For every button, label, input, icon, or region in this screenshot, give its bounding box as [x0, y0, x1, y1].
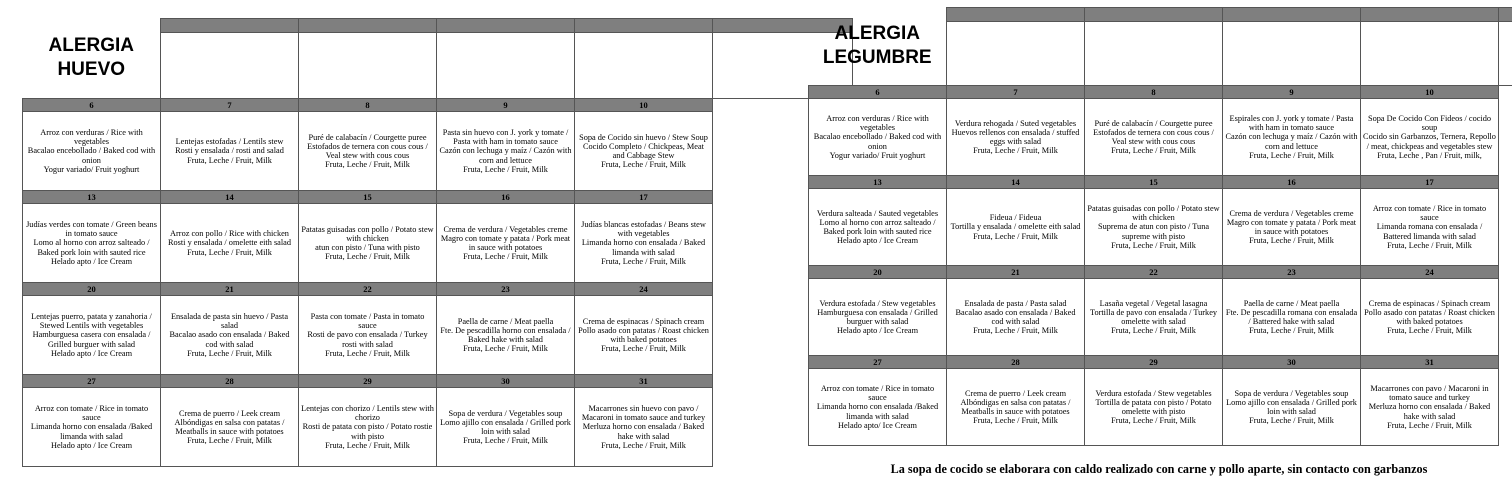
dessert: Fruta, Leche / Fruit, Milk: [463, 344, 548, 354]
dessert: Fruta, Leche / Fruit, Milk: [463, 164, 548, 174]
dessert: Fruta, Leche / Fruit, Milk: [1111, 416, 1196, 426]
day-menu-cell: [575, 296, 713, 375]
first-course: Paella de carne / Meat paella: [457, 316, 554, 326]
first-course: Pasta con tomate / Pasta in tomato sauce: [310, 311, 425, 331]
day-menu-cell: [809, 279, 947, 356]
first-course: Sopa De Cocido Con Fideos / cocido soup: [1367, 113, 1492, 133]
header-bar: [1499, 8, 1512, 22]
day-menu-cell: [1223, 369, 1361, 446]
second-course: atun con pisto / Tuna with pisto: [315, 243, 420, 252]
second-course: Albóndigas en salsa con patatas / Meatballs in sauce with potatoes: [174, 417, 285, 436]
day-number: 24: [575, 283, 713, 296]
dessert: Fruta, Leche / Fruit, Milk: [463, 252, 548, 262]
first-course: Judías verdes con tomate / Green beans in tomato sauce: [26, 219, 157, 239]
dessert: Fruta, Leche / Fruit, Milk: [1249, 236, 1334, 246]
second-course: Suprema de atun con pisto / Tuna supreme with pisto: [1097, 222, 1210, 241]
second-course: Fte. De pescadilla romana con ensalada / Battered hake with salad: [1225, 307, 1358, 326]
dessert: Fruta, Leche / Fruit, Milk: [1249, 150, 1334, 160]
first-course: Crema de puerro / Leek cream: [178, 408, 281, 418]
day-number: 31: [575, 375, 713, 388]
dessert: Fruta, Leche , Pan / Fruit, milk,: [1377, 150, 1482, 160]
day-number: 24: [1361, 266, 1499, 279]
blank-header-cell: [947, 22, 1085, 86]
day-number: 28: [161, 375, 299, 388]
blank-header-cell: [1085, 22, 1223, 86]
dessert: Fruta, Leche / Fruit, Milk: [601, 256, 686, 266]
second-course: Limanda horno con ensalada /Baked limanda with salad: [816, 402, 939, 421]
second-course: Merluza horno con ensalada / Baked hake with salad: [1368, 402, 1491, 421]
header-bar: [575, 19, 713, 33]
first-course: Arroz con tomate / Rice in tomato sauce: [34, 403, 149, 423]
day-menu-cell: [947, 369, 1085, 446]
day-menu-cell: [23, 112, 161, 191]
day-menu-cell: [161, 296, 299, 375]
day-menu-cell: [809, 99, 947, 176]
day-menu-cell: [299, 296, 437, 375]
first-course: Lentejas con chorizo / Lentils stew with chorizo: [301, 403, 434, 423]
header-bar: [947, 8, 1085, 22]
second-course: Lomo al horno con arroz salteado / Baked pork loin with sauted rice: [33, 238, 150, 257]
day-menu-cell: [1361, 279, 1499, 356]
day-menu-cell: [1223, 99, 1361, 176]
second-course: Cazón con lechuga y maíz / Cazón with corn and lettuce: [1225, 132, 1358, 151]
day-menu-cell: [575, 388, 713, 467]
day-number: 10: [1361, 86, 1499, 99]
dessert: Helado apto / Ice Cream: [836, 236, 919, 246]
second-course: Limanda horno con ensalada /Baked limanda with salad: [30, 422, 153, 441]
second-course: Cocido Completo / Chickpeas, Meat and Cabbage Stew: [583, 141, 704, 160]
dessert: Fruta, Leche / Fruit, Milk: [187, 155, 272, 165]
dessert: Helado apto / Ice Cream: [50, 256, 133, 266]
day-menu-cell: [1361, 369, 1499, 446]
dessert: Fruta, Leche / Fruit, Milk: [1387, 240, 1472, 250]
day-number: 17: [575, 191, 713, 204]
blank-header-cell: [437, 33, 575, 99]
first-course: Patatas guisadas con pollo / Potato stew with chicken: [301, 224, 434, 243]
first-course: Verdura salteada / Sauted vegetables: [816, 208, 939, 218]
day-menu-cell: [161, 112, 299, 191]
first-course: Verdura estofada / Stew vegetables: [819, 298, 936, 308]
day-number: 15: [299, 191, 437, 204]
day-number: 29: [1085, 356, 1223, 369]
second-course: Fte. De pescadilla horno con ensalada / Baked hake with salad: [440, 325, 571, 344]
day-menu-cell: [1085, 99, 1223, 176]
first-course: Judías blancas estofadas / Beans stew with vegetables: [581, 219, 706, 239]
day-menu-cell: [947, 99, 1085, 176]
day-menu-cell: [1223, 279, 1361, 356]
blank-header-cell: [575, 33, 713, 99]
legume-allergy-menu: [808, 7, 1512, 446]
day-menu-cell: [575, 112, 713, 191]
day-number: 8: [1085, 86, 1223, 99]
dessert: Fruta, Leche / Fruit, Milk: [187, 348, 272, 358]
day-menu-cell: [437, 204, 575, 283]
second-course: Tortilla de pavo con ensalada / Turkey omelette with salad: [1089, 307, 1218, 326]
dessert: Fruta, Leche / Fruit, Milk: [325, 160, 410, 170]
first-course: Crema de verdura / Vegetables creme: [1229, 208, 1354, 218]
day-number: 17: [1361, 176, 1499, 189]
first-course: Sopa de Cocido sin huevo / Stew Soup: [579, 132, 708, 142]
second-course: Rosti y ensalada / omelette eith salad: [167, 238, 292, 248]
dessert: Fruta, Leche / Fruit, Milk: [1249, 416, 1334, 426]
first-course: Arroz con pollo / Rice with chicken: [170, 229, 289, 239]
day-number: 23: [1223, 266, 1361, 279]
dessert: Fruta, Leche / Fruit, Milk: [601, 440, 686, 450]
dessert: Fruta, Leche / Fruit, Milk: [1387, 326, 1472, 336]
dessert: Fruta, Leche / Fruit, Milk: [1249, 326, 1334, 336]
header-bar: [437, 19, 575, 33]
blank-header-cell: [1361, 22, 1499, 86]
dessert: Fruta, Leche / Fruit, Milk: [463, 436, 548, 446]
first-course: Verdura estofada / Stew vegetables: [1095, 388, 1212, 398]
day-menu-cell: [1085, 279, 1223, 356]
second-course: Hamburguesa casera con ensalada / Grilled burguer with salad: [32, 330, 151, 349]
second-course: Bacalao encebollado / Baked cod with onion: [813, 132, 942, 151]
second-course: Bacalao encebollado / Baked cod with onion: [27, 146, 156, 165]
dessert: Yogur variado/ Fruit yoghurt: [829, 150, 926, 160]
header-bar: [1085, 8, 1223, 22]
first-course: Sopa de verdura / Vegetables soup: [1234, 388, 1349, 398]
second-course: Merluza horno con ensalada / Baked hake with salad: [582, 422, 705, 441]
first-course: Puré de calabacín / Courgette puree: [1094, 118, 1213, 128]
dessert: Fruta, Leche / Fruit, Milk: [973, 231, 1058, 241]
blank-header-cell: [1223, 22, 1361, 86]
dessert: Fruta, Leche / Fruit, Milk: [1111, 326, 1196, 336]
first-course: Lasaña vegetal / Vegetal lasagna: [1099, 298, 1208, 308]
dessert: Fruta, Leche / Fruit, Milk: [325, 252, 410, 262]
footer-note: La sopa de cocido se elaborara con caldo realizado con carne y pollo aparte, sin contacto con garbanzos: [890, 462, 1428, 476]
day-number: 30: [437, 375, 575, 388]
first-course: Lentejas estofadas / Lentils stew: [175, 137, 284, 147]
second-course: Huevos rellenos con ensalada / stuffed eggs with salad: [951, 127, 1080, 146]
day-number: 28: [947, 356, 1085, 369]
blank-header-cell: [299, 33, 437, 99]
first-course: Lentejas puerro, patata y zanahoria / Stewed Lentils with vegetables: [31, 311, 152, 331]
egg-allergy-menu: [22, 18, 853, 467]
dessert: Fruta, Leche / Fruit, Milk: [973, 326, 1058, 336]
first-course: Fideua / Fideua: [989, 213, 1042, 223]
second-course: Tortilla de patata con pisto / Potato omelette with pisto: [1095, 397, 1212, 416]
dessert: Helado apto / Ice Cream: [836, 326, 919, 336]
day-menu-cell: [23, 204, 161, 283]
day-number: 31: [1361, 356, 1499, 369]
day-number: 9: [437, 99, 575, 112]
dessert: Fruta, Leche / Fruit, Milk: [1111, 240, 1196, 250]
first-course: Puré de calabacín / Courgette puree: [308, 132, 427, 142]
day-menu-cell: [575, 204, 713, 283]
first-course: Ensalada de pasta / Pasta salad: [964, 298, 1067, 308]
day-number: 14: [161, 191, 299, 204]
day-number: 9: [1223, 86, 1361, 99]
first-course: Arroz con tomate / Rice in tomato sauce: [820, 383, 935, 403]
day-number: 14: [947, 176, 1085, 189]
second-course: Rosti de pavo con ensalada / Turkey rosti with salad: [307, 330, 428, 349]
first-course: Arroz con verduras / Rice with vegetables: [40, 127, 143, 147]
day-number: 29: [299, 375, 437, 388]
day-menu-cell: [23, 388, 161, 467]
second-course: Cazón con lechuga y maíz / Cazón with corn and lettuce: [439, 146, 572, 165]
second-course: Tortilla y ensalada / omelette eith salad: [950, 222, 1081, 232]
day-number: 20: [23, 283, 161, 296]
day-menu-cell: [809, 369, 947, 446]
day-menu-cell: [299, 204, 437, 283]
second-course: Pollo asado con patatas / Roast chicken with baked potatoes: [578, 325, 709, 344]
second-course: Magro con tomate y patata / Pork meat in sauce with potatoes: [1226, 217, 1357, 236]
second-course: Rosti de patata con pisto / Potato rostie with pisto: [302, 422, 433, 441]
day-number: 6: [23, 99, 161, 112]
day-number: 7: [947, 86, 1085, 99]
day-menu-cell: [437, 296, 575, 375]
day-menu-cell: [947, 189, 1085, 266]
day-menu-cell: [299, 388, 437, 467]
day-number: 27: [23, 375, 161, 388]
first-course: Crema de verdura / Vegetables creme: [443, 224, 568, 234]
second-course: Lomo ajillo con ensalada / Grilled pork loin with salad: [440, 417, 571, 436]
second-course: Estofados de ternera con cous cous / Veal stew with cous cous: [307, 141, 428, 160]
day-number: 22: [1085, 266, 1223, 279]
dessert: Yogur variado/ Fruit yoghurt: [43, 164, 140, 174]
day-number: 16: [1223, 176, 1361, 189]
day-menu-cell: [299, 112, 437, 191]
first-course: Arroz con verduras / Rice with vegetables: [826, 113, 929, 133]
first-course: Crema de espinacas / Spinach cream: [1368, 298, 1491, 308]
day-menu-cell: [1223, 189, 1361, 266]
dessert: Fruta, Leche / Fruit, Milk: [973, 146, 1058, 156]
second-course: Albóndigas en salsa con patatas / Meatballs in sauce with potatoes: [960, 397, 1071, 416]
day-menu-cell: [437, 388, 575, 467]
day-number: 16: [437, 191, 575, 204]
day-menu-cell: [1085, 189, 1223, 266]
dessert: Helado apto/ Ice Cream: [837, 420, 917, 430]
day-number: 22: [299, 283, 437, 296]
second-course: Cocido sin Garbanzos, Ternera, Repollo / meat, chickpeas and vegetables stew: [1363, 132, 1496, 151]
menu-title-line: ALERGIA: [834, 23, 920, 45]
day-menu-cell: [809, 189, 947, 266]
second-course: Lomo ajillo con ensalada / Grilled pork loin with salad: [1226, 397, 1357, 416]
first-course: Patatas guisadas con pollo / Potato stew with chicken: [1087, 203, 1220, 223]
menu-title-line: HUEVO: [57, 59, 126, 81]
first-course: Paella de carne / Meat paella: [1243, 298, 1340, 308]
menu-title-line: LEGUMBRE: [822, 47, 932, 69]
first-course: Macarrones sin huevo con pavo / Macaroni in tomato sauce and turkey: [581, 403, 706, 423]
dessert: Fruta, Leche / Fruit, Milk: [601, 344, 686, 354]
day-menu-cell: [23, 296, 161, 375]
day-number: 7: [161, 99, 299, 112]
second-course: Bacalao asado con ensalada / Baked cod with salad: [169, 330, 290, 349]
day-number: 23: [437, 283, 575, 296]
day-number: 30: [1223, 356, 1361, 369]
dessert: Fruta, Leche / Fruit, Milk: [187, 247, 272, 257]
blank-header-cell: [161, 33, 299, 99]
first-course: Crema de puerro / Leek cream: [964, 388, 1067, 398]
day-number: 27: [809, 356, 947, 369]
second-course: Rosti y ensalada / rosti and salad: [175, 146, 284, 156]
first-course: Ensalada de pasta sin huevo / Pasta salad: [170, 311, 289, 331]
day-menu-cell: [161, 388, 299, 467]
first-course: Arroz con tomate / Rice in tomato sauce: [1372, 203, 1487, 223]
second-course: Magro con tomate y patata / Pork meat in sauce with potatoes: [440, 233, 571, 252]
first-course: Sopa de verdura / Vegetables soup: [448, 408, 563, 418]
menu-title: [809, 8, 947, 86]
dessert: Helado apto / Ice Cream: [50, 348, 133, 358]
second-course: Pollo asado con patatas / Roast chicken with baked potatoes: [1364, 307, 1495, 326]
second-course: Limanda romana con ensalada / Battered limanda with salad: [1376, 222, 1483, 241]
day-menu-cell: [1361, 99, 1499, 176]
first-course: Verdura rehogada / Suted vegetables: [954, 118, 1077, 128]
header-bar: [1223, 8, 1361, 22]
day-number: 15: [1085, 176, 1223, 189]
day-menu-cell: [437, 112, 575, 191]
day-number: 21: [947, 266, 1085, 279]
day-number: 13: [809, 176, 947, 189]
first-course: Crema de espinacas / Spinach cream: [582, 316, 705, 326]
legume-allergy-table: [808, 7, 1512, 446]
dessert: Fruta, Leche / Fruit, Milk: [601, 160, 686, 170]
dessert: Fruta, Leche / Fruit, Milk: [325, 440, 410, 450]
header-bar: [161, 19, 299, 33]
first-course: Pasta sin huevo con J. york y tomate / Pasta with ham in tomato sauce: [442, 127, 569, 147]
second-course: Bacalao asado con ensalada / Baked cod with salad: [955, 307, 1076, 326]
dessert: Fruta, Leche / Fruit, Milk: [325, 348, 410, 358]
dessert: Helado apto / Ice Cream: [50, 440, 133, 450]
dessert: Fruta, Leche / Fruit, Milk: [1387, 420, 1472, 430]
day-number: 20: [809, 266, 947, 279]
day-menu-cell: [1085, 369, 1223, 446]
dessert: Fruta, Leche / Fruit, Milk: [973, 416, 1058, 426]
first-course: Macarrones con pavo / Macaroni in tomato sauce and turkey: [1370, 383, 1489, 403]
header-bar: [1361, 8, 1499, 22]
dessert: Fruta, Leche / Fruit, Milk: [1111, 146, 1196, 156]
menu-title: [23, 19, 161, 99]
second-course: Lomo al horno con arroz salteado / Baked pork loin with sauted rice: [819, 217, 936, 236]
dessert: Fruta, Leche / Fruit, Milk: [187, 436, 272, 446]
egg-allergy-table: [22, 18, 853, 467]
second-course: Estofados de ternera con cous cous / Veal stew with cous cous: [1093, 127, 1214, 146]
second-course: Hamburguesa con ensalada / Grilled burguer with salad: [817, 307, 938, 326]
blank-header-cell: [1499, 22, 1512, 86]
header-bar: [299, 19, 437, 33]
day-menu-cell: [161, 204, 299, 283]
menu-title-line: ALERGIA: [48, 35, 134, 57]
day-number: 13: [23, 191, 161, 204]
day-number: 8: [299, 99, 437, 112]
second-course: Limanda horno con ensalada / Baked limanda with salad: [581, 238, 706, 257]
day-number: 6: [809, 86, 947, 99]
first-course: Espirales con J. york y tomate / Pasta with ham in tomato sauce: [1229, 113, 1354, 133]
day-number: 21: [161, 283, 299, 296]
day-menu-cell: [1361, 189, 1499, 266]
day-menu-cell: [947, 279, 1085, 356]
day-number: 10: [575, 99, 713, 112]
